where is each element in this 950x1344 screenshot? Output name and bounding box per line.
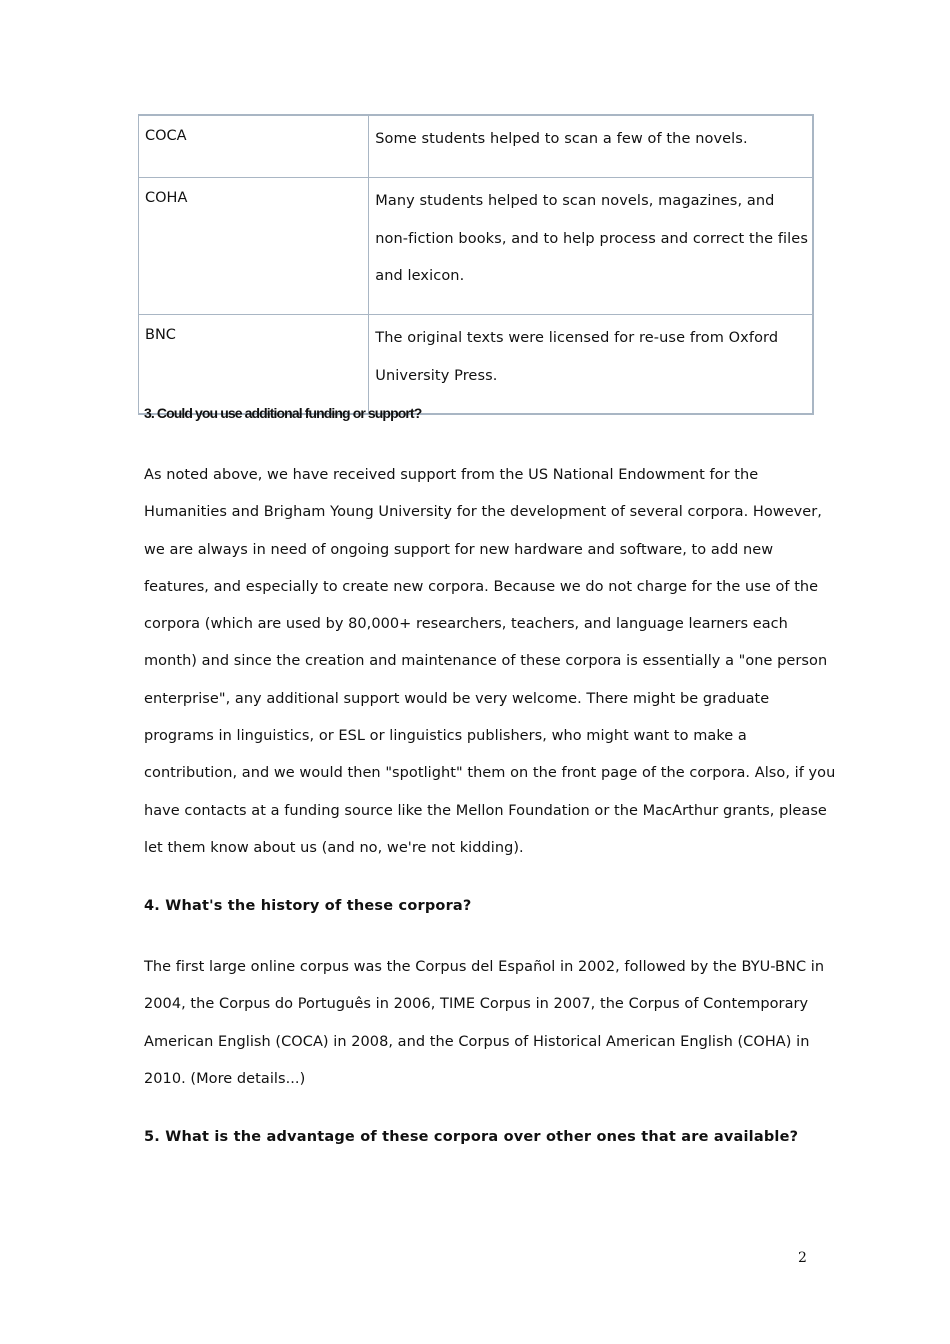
contributors-table <box>138 114 814 415</box>
contribution-cell <box>369 115 813 178</box>
paragraph-line: American English (COCA) in 2008, and the Corpus of Historical American English (COHA) in <box>144 1033 810 1050</box>
paragraph-line: The first large online corpus was the Corpus del Español in 2002, followed by the BYU-BNC in <box>144 959 825 975</box>
page-number: 2 <box>798 1250 807 1266</box>
paragraph-line: we are always in need of ongoing support for new hardware and software, to add new <box>144 541 774 558</box>
cell-line: University Press. <box>375 367 498 384</box>
cell-line: The original texts were licensed for re-use from Oxford <box>375 330 779 346</box>
section-4-heading: 4. What's the history of these corpora? <box>144 898 472 914</box>
cell-line: Many students helped to scan novels, magazines, and <box>375 193 775 209</box>
paragraph-line: 2004, the Corpus do Português in 2006, TIME Corpus in 2007, the Corpus of Contemporary <box>144 996 809 1013</box>
paragraph-line: programs in linguistics, or ESL or linguistics publishers, who might want to make a <box>144 728 747 745</box>
section-5-heading: 5. What is the advantage of these corpora over other ones that are available? <box>144 1129 799 1145</box>
contribution-cell <box>369 315 813 415</box>
cell-line: Some students helped to scan a few of the novels. <box>375 131 748 147</box>
section-4-paragraph <box>144 949 825 1098</box>
paragraph-line: Humanities and Brigham Young University for the development of several corpora. However, <box>144 504 822 521</box>
table-row <box>139 315 814 415</box>
paragraph-line: corpora (which are used by 80,000+ researchers, teachers, and language learners each <box>144 616 788 633</box>
contribution-cell <box>369 178 813 315</box>
paragraph-line: contribution, and we would then "spotlight" them on the front page of the corpora. Also, if you <box>144 765 836 782</box>
cell-line: and lexicon. <box>375 268 465 284</box>
corpus-name-cell: COCA <box>139 115 369 178</box>
paragraph-line: enterprise", any additional support would be very welcome. There might be graduate <box>144 690 770 707</box>
paragraph-line: let them know about us (and no, we're not kidding). <box>144 839 524 856</box>
table-row <box>139 115 814 178</box>
paragraph-line: As noted above, we have received support from the US National Endowment for the <box>144 467 759 483</box>
section-3-paragraph <box>144 457 836 867</box>
corpus-name-cell: BNC <box>139 315 369 415</box>
paragraph-line: features, and especially to create new corpora. Because we do not charge for the use of the <box>144 578 819 595</box>
corpus-name-cell: COHA <box>139 178 369 315</box>
cell-line: non-fiction books, and to help process and correct the files <box>375 230 808 247</box>
paragraph-line: 2010. (More details...) <box>144 1070 306 1087</box>
paragraph-line: have contacts at a funding source like the Mellon Foundation or the MacArthur grants, please <box>144 802 827 819</box>
table-row <box>139 178 814 315</box>
paragraph-line: month) and since the creation and maintenance of these corpora is essentially a "one person <box>144 653 828 670</box>
section-3-heading: 3. Could you use additional funding or support? <box>144 405 422 421</box>
